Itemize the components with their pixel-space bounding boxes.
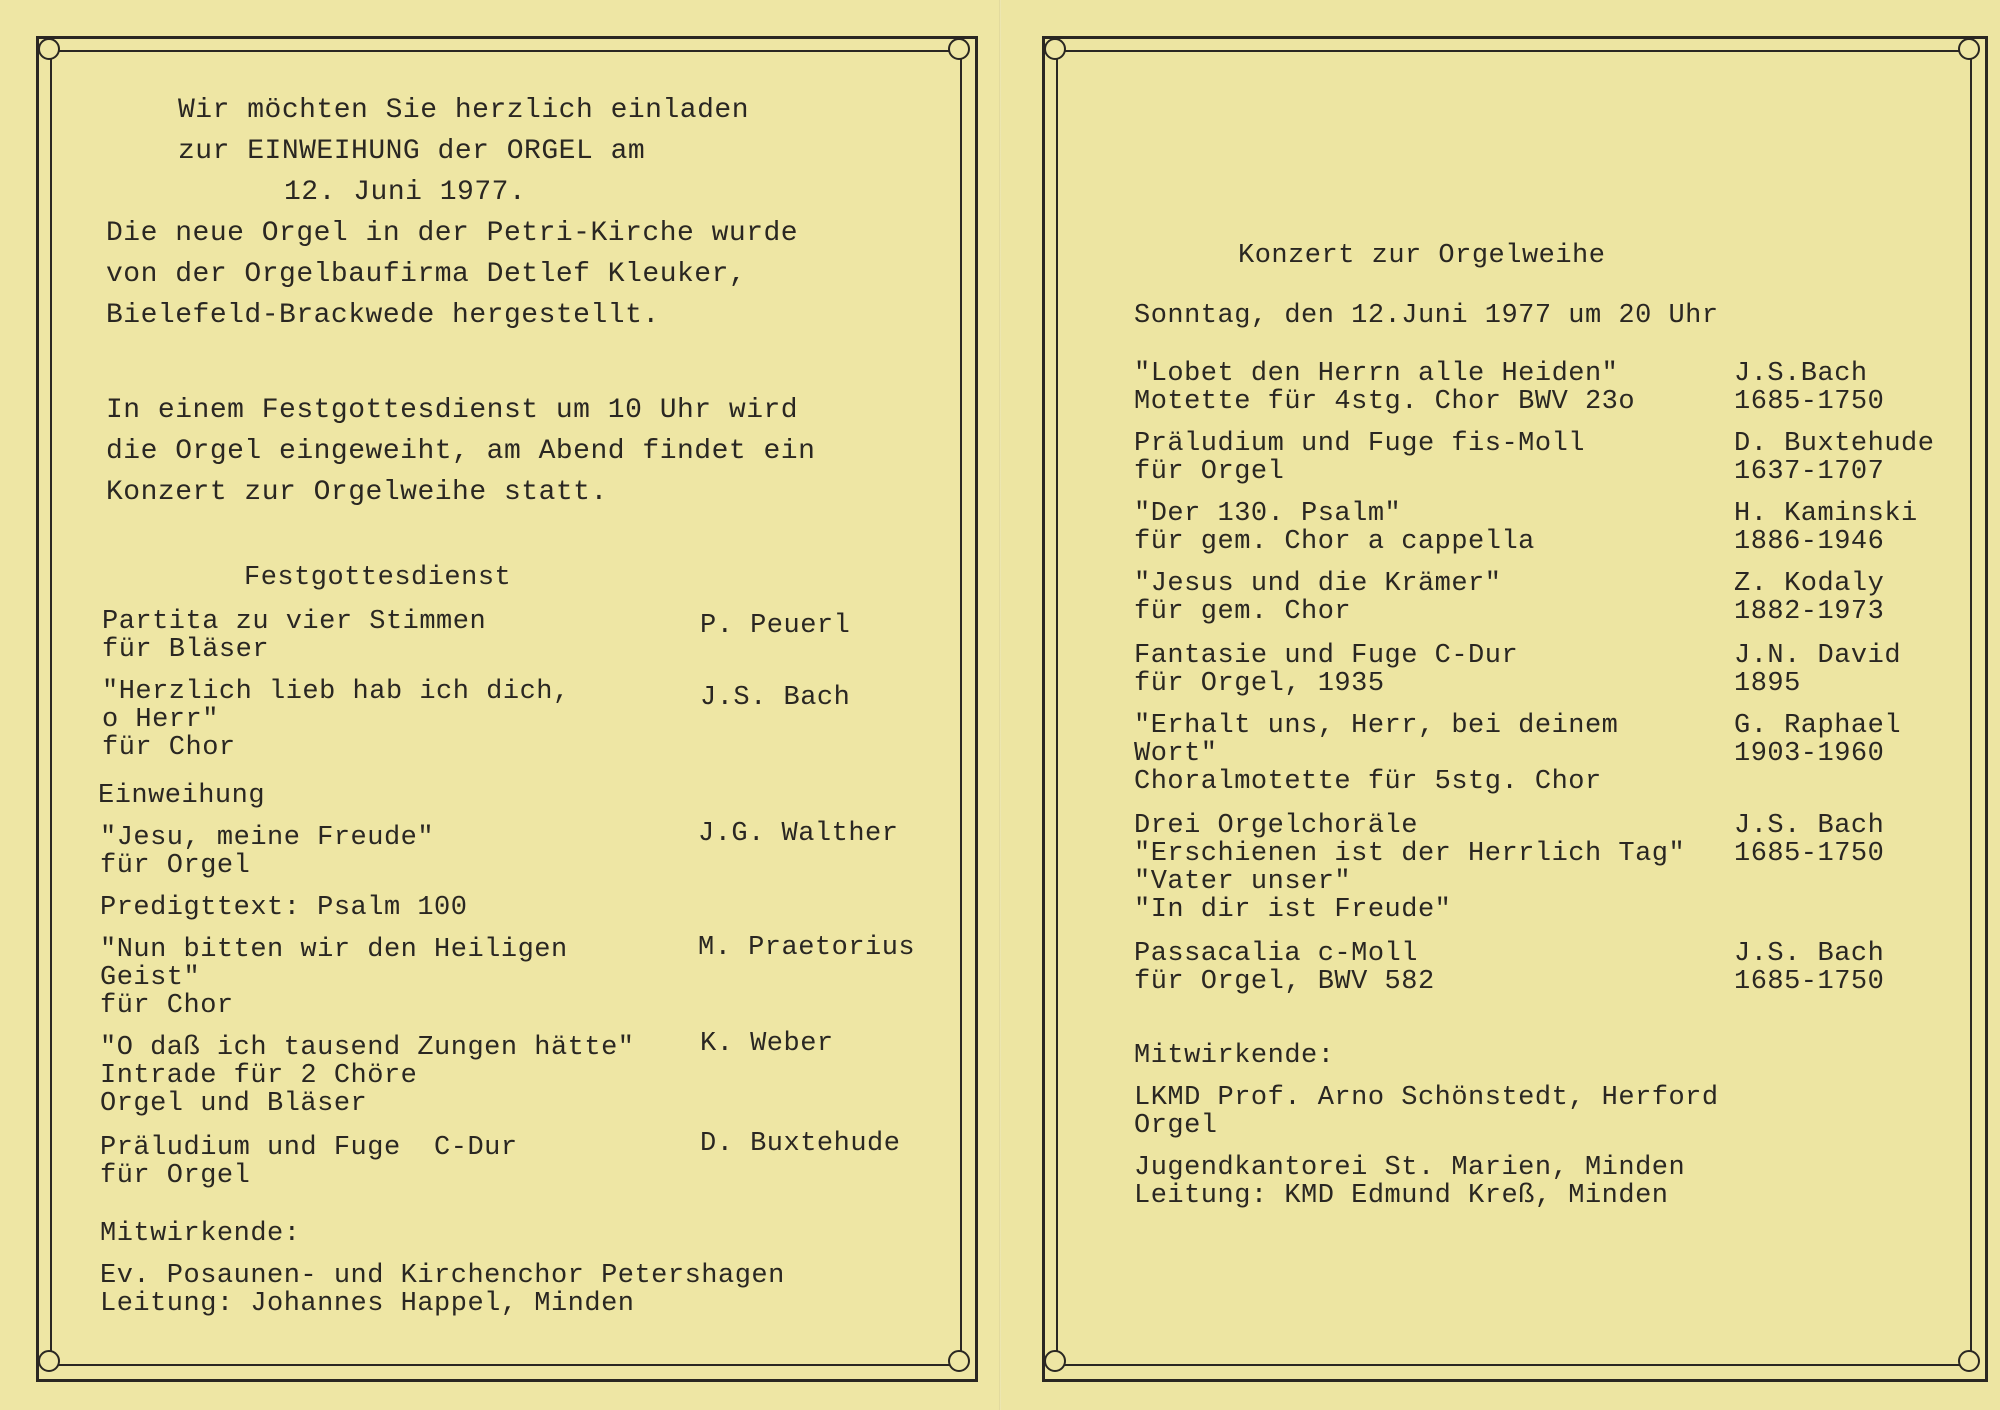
composer: D. Buxtehude (700, 1129, 901, 1159)
composer-years: 1637-1707 (1734, 457, 1885, 487)
section-heading: Festgottesdienst (244, 563, 512, 593)
program-line: "Erschienen ist der Herrlich Tag" (1134, 839, 1686, 869)
intro-line: 12. Juni 1977. (284, 177, 527, 208)
corner-ornament (948, 1350, 970, 1372)
para-line: die Orgel eingeweiht, am Abend findet ein (106, 436, 816, 467)
corner-ornament (38, 38, 60, 60)
program-line: Fantasie und Fuge C-Dur (1134, 641, 1519, 671)
program-line: Präludium und Fuge C-Dur (100, 1133, 518, 1163)
program-line: Wort" (1134, 739, 1218, 769)
intro-line: von der Orgelbaufirma Detlef Kleuker, (106, 259, 747, 290)
program-line: "Jesu, meine Freude" (100, 823, 435, 853)
program-line: "Erhalt uns, Herr, bei deinem (1134, 711, 1619, 741)
mitwirkende-label: Mitwirkende: (100, 1219, 301, 1249)
program-line: "Nun bitten wir den Heiligen (100, 935, 568, 965)
mitwirkende-line: Ev. Posaunen- und Kirchenchor Petershagen (100, 1261, 785, 1291)
corner-ornament (948, 38, 970, 60)
program-line: für Bläser (102, 635, 270, 665)
program-line: Präludium und Fuge fis-Moll (1134, 429, 1585, 459)
para-line: In einem Festgottesdienst um 10 Uhr wird (106, 395, 799, 426)
fold-line (999, 0, 1001, 1410)
program-line: o Herr" (102, 705, 219, 735)
program-line: Drei Orgelchoräle (1134, 811, 1418, 841)
composer: K. Weber (700, 1029, 834, 1059)
composer-years: 1895 (1734, 669, 1801, 699)
composer-years: 1685-1750 (1734, 967, 1885, 997)
mitwirkende-line: Orgel (1134, 1111, 1218, 1141)
mitwirkende-line: Jugendkantorei St. Marien, Minden (1134, 1153, 1686, 1183)
corner-ornament (38, 1350, 60, 1372)
corner-ornament (1958, 38, 1980, 60)
composer-years: 1882-1973 (1734, 597, 1885, 627)
composer: G. Raphael (1734, 711, 1902, 741)
composer: M. Praetorius (698, 933, 916, 963)
program-line: "Herzlich lieb hab ich dich, (102, 677, 570, 707)
program-line: Choralmotette für 5stg. Chor (1134, 767, 1602, 797)
program-line: für gem. Chor (1134, 597, 1352, 627)
intro-line: Wir möchten Sie herzlich einladen (178, 95, 749, 126)
program-line: für Chor (102, 733, 236, 763)
program-line: "In dir ist Freude" (1134, 895, 1452, 925)
program-line: für Orgel, 1935 (1134, 669, 1385, 699)
program-line: Motette für 4stg. Chor BWV 23o (1134, 387, 1636, 417)
program-line: "Der 130. Psalm" (1134, 499, 1402, 529)
program-line: Passacalia c-Moll (1134, 939, 1418, 969)
intro-line: Die neue Orgel in der Petri-Kirche wurde (106, 218, 799, 249)
program-line: Intrade für 2 Chöre (100, 1061, 418, 1091)
composer-years: 1685-1750 (1734, 839, 1885, 869)
program-line: für gem. Chor a cappella (1134, 527, 1535, 557)
composer: Z. Kodaly (1734, 569, 1885, 599)
composer: J.S.Bach (1734, 359, 1868, 389)
concert-title: Konzert zur Orgelweihe (1238, 241, 1606, 271)
composer: D. Buxtehude (1734, 429, 1935, 459)
program-line: "Vater unser" (1134, 867, 1352, 897)
composer-years: 1903-1960 (1734, 739, 1885, 769)
composer-years: 1685-1750 (1734, 387, 1885, 417)
mitwirkende-label: Mitwirkende: (1134, 1041, 1335, 1071)
composer: J.S. Bach (1734, 811, 1885, 841)
composer-years: 1886-1946 (1734, 527, 1885, 557)
concert-date: Sonntag, den 12.Juni 1977 um 20 Uhr (1134, 301, 1719, 331)
program-line: Predigttext: Psalm 100 (100, 893, 468, 923)
corner-ornament (1044, 38, 1066, 60)
intro-line: Bielefeld-Brackwede hergestellt. (106, 300, 660, 331)
program-line: "Jesus und die Krämer" (1134, 569, 1502, 599)
intro-line: zur EINWEIHUNG der ORGEL am (178, 136, 646, 167)
program-line: für Chor (100, 991, 234, 1021)
mitwirkende-line: Leitung: KMD Edmund Kreß, Minden (1134, 1181, 1669, 1211)
program-line: Geist" (100, 963, 201, 993)
program-line: Orgel und Bläser (100, 1089, 368, 1119)
para-line: Konzert zur Orgelweihe statt. (106, 477, 608, 508)
composer: P. Peuerl (700, 611, 851, 641)
composer: H. Kaminski (1734, 499, 1918, 529)
composer: J.N. David (1734, 641, 1902, 671)
program-line: "O daß ich tausend Zungen hätte" (100, 1033, 635, 1063)
program-line: "Lobet den Herrn alle Heiden" (1134, 359, 1619, 389)
program-line: für Orgel (100, 1161, 251, 1191)
program-line: für Orgel (1134, 457, 1285, 487)
composer: J.S. Bach (700, 683, 851, 713)
program-line: für Orgel (100, 851, 251, 881)
corner-ornament (1958, 1350, 1980, 1372)
program-line: Einweihung (98, 781, 266, 811)
composer: J.S. Bach (1734, 939, 1885, 969)
program-line: Partita zu vier Stimmen (102, 607, 487, 637)
composer: J.G. Walther (698, 819, 899, 849)
mitwirkende-line: LKMD Prof. Arno Schönstedt, Herford (1134, 1083, 1719, 1113)
program-line: für Orgel, BWV 582 (1134, 967, 1435, 997)
mitwirkende-line: Leitung: Johannes Happel, Minden (100, 1289, 635, 1319)
corner-ornament (1044, 1350, 1066, 1372)
